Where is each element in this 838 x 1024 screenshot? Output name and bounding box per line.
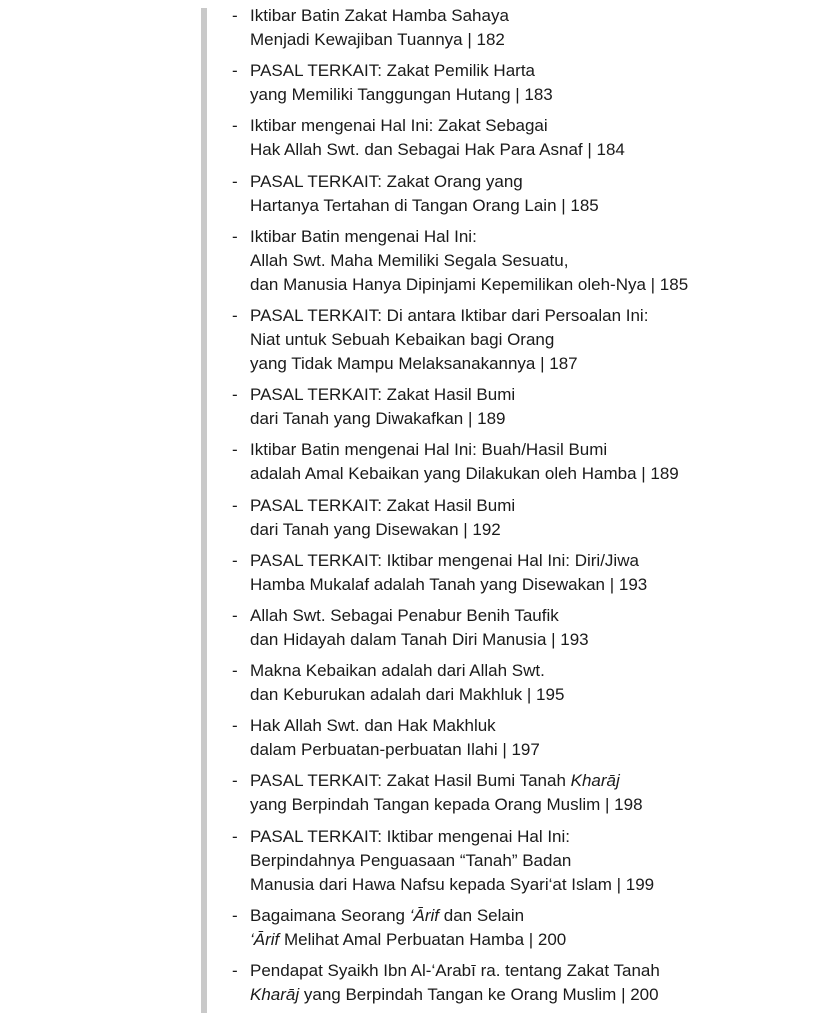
toc-entry-line	[250, 383, 822, 407]
entry-text: Hak Allah Swt. dan Hak Makhluk	[250, 716, 496, 736]
toc-entry-line	[250, 462, 822, 486]
toc-entry	[232, 4, 822, 52]
toc-entry-line	[250, 518, 822, 542]
bullet-dash: -	[232, 605, 238, 625]
bullet-dash: -	[232, 905, 238, 925]
toc-entry-line	[250, 904, 822, 928]
toc-entry	[232, 904, 822, 952]
entry-text: Iktibar Batin mengenai Hal Ini:	[250, 226, 477, 246]
bullet-dash: -	[232, 171, 238, 191]
entry-text: Makna Kebaikan adalah dari Allah Swt.	[250, 661, 545, 681]
toc-entry-line	[250, 873, 822, 897]
toc-entry-line	[250, 194, 822, 218]
table-of-contents	[232, 4, 822, 1014]
toc-entry-line	[250, 714, 822, 738]
entry-text: Manusia dari Hawa Nafsu kepada Syari‘at Islam | 199	[250, 874, 655, 894]
entry-text: dan Manusia Hanya Dipinjami Kepemilikan oleh-Nya | 185	[250, 274, 689, 294]
bullet-dash: -	[232, 61, 238, 81]
entry-text: Iktibar Batin Zakat Hamba Sahaya	[250, 6, 509, 25]
entry-italic-term: ‘Ārif	[409, 905, 440, 925]
toc-entry-line	[250, 494, 822, 518]
toc-entry-line	[250, 328, 822, 352]
toc-entry-line	[250, 683, 822, 707]
bullet-dash: -	[232, 771, 238, 791]
toc-entry-line	[250, 59, 822, 83]
entry-text: yang Tidak Mampu Melaksanakannya | 187	[250, 353, 578, 373]
entry-italic-term: Kharāj	[250, 985, 300, 1004]
toc-entry	[232, 225, 822, 297]
entry-text: Iktibar mengenai Hal Ini: Zakat Sebagai	[250, 116, 548, 136]
toc-entry-line	[250, 4, 822, 28]
bullet-dash: -	[232, 305, 238, 325]
bullet-dash: -	[232, 661, 238, 681]
entry-text: yang Memiliki Tanggungan Hutang | 183	[250, 85, 553, 105]
entry-text: Hamba Mukalaf adalah Tanah yang Disewakan | 193	[250, 574, 648, 594]
entry-text: Iktibar Batin mengenai Hal Ini: Buah/Hasil Bumi	[250, 440, 608, 460]
entry-text: dari Tanah yang Disewakan | 192	[250, 519, 501, 539]
toc-entry-line	[250, 407, 822, 431]
entry-text: PASAL TERKAIT: Zakat Hasil Bumi Tanah	[250, 771, 571, 791]
entry-text: PASAL TERKAIT: Zakat Orang yang	[250, 171, 523, 191]
toc-entry	[232, 825, 822, 897]
entry-text: dan Hidayah dalam Tanah Diri Manusia | 193	[250, 629, 589, 649]
toc-entry	[232, 170, 822, 218]
toc-entry-line	[250, 352, 822, 376]
entry-text: Berpindahnya Penguasaan “Tanah” Badan	[250, 850, 572, 870]
toc-entry-line	[250, 438, 822, 462]
bullet-dash: -	[232, 385, 238, 405]
toc-entry-line	[250, 138, 822, 162]
toc-entry-line	[250, 628, 822, 652]
toc-entry-line	[250, 114, 822, 138]
entry-text: Hak Allah Swt. dan Sebagai Hak Para Asnaf | 184	[250, 140, 625, 160]
entry-text: Pendapat Syaikh Ibn Al-‘Arabī ra. tentang Zakat Tanah	[250, 961, 660, 980]
entry-text: PASAL TERKAIT: Iktibar mengenai Hal Ini:	[250, 826, 570, 846]
entry-text: yang Berpindah Tangan kepada Orang Muslim | 198	[250, 795, 643, 815]
margin-rule	[201, 8, 207, 1013]
toc-entry-line	[250, 849, 822, 873]
toc-entry-line	[250, 769, 822, 793]
toc-entry	[232, 959, 822, 1007]
toc-entry-line	[250, 225, 822, 249]
entry-text: adalah Amal Kebaikan yang Dilakukan oleh Hamba | 189	[250, 464, 679, 484]
toc-entry	[232, 769, 822, 817]
toc-entry-line	[250, 573, 822, 597]
entry-text: Menjadi Kewajiban Tuannya | 182	[250, 30, 505, 49]
bullet-dash: -	[232, 495, 238, 515]
toc-entry-line	[250, 983, 822, 1007]
toc-entry	[232, 383, 822, 431]
toc-entry-line	[250, 249, 822, 273]
toc-entry-line	[250, 738, 822, 762]
entry-text: Hartanya Tertahan di Tangan Orang Lain | 185	[250, 195, 599, 215]
bullet-dash: -	[232, 716, 238, 736]
entry-text: Allah Swt. Maha Memiliki Segala Sesuatu,	[250, 250, 569, 270]
bullet-dash: -	[232, 116, 238, 136]
toc-entry-line	[250, 83, 822, 107]
toc-entry	[232, 714, 822, 762]
entry-text: dari Tanah yang Diwakafkan | 189	[250, 409, 506, 429]
toc-entry	[232, 549, 822, 597]
entry-text: PASAL TERKAIT: Zakat Hasil Bumi	[250, 385, 516, 405]
entry-text: PASAL TERKAIT: Di antara Iktibar dari Persoalan Ini:	[250, 305, 649, 325]
entry-text: PASAL TERKAIT: Iktibar mengenai Hal Ini: Diri/Jiwa	[250, 550, 639, 570]
toc-entry	[232, 604, 822, 652]
toc-entry	[232, 494, 822, 542]
toc-entry	[232, 59, 822, 107]
entry-text: dan Keburukan adalah dari Makhluk | 195	[250, 685, 565, 705]
bullet-dash: -	[232, 226, 238, 246]
toc-entry	[232, 438, 822, 486]
toc-entry-line	[250, 549, 822, 573]
bullet-dash: -	[232, 6, 238, 25]
toc-entry-line	[250, 928, 822, 952]
entry-italic-term: Kharāj	[570, 771, 620, 791]
bullet-dash: -	[232, 550, 238, 570]
entry-text: Allah Swt. Sebagai Penabur Benih Taufik	[250, 605, 559, 625]
entry-text: Melihat Amal Perbuatan Hamba | 200	[279, 929, 567, 949]
toc-entry-line	[250, 304, 822, 328]
entry-text: dalam Perbuatan-perbuatan Ilahi | 197	[250, 740, 540, 760]
entry-text: yang Berpindah Tangan ke Orang Muslim | 200	[299, 985, 659, 1004]
bullet-dash: -	[232, 826, 238, 846]
entry-text: dan Selain	[439, 905, 525, 925]
toc-entry-line	[250, 659, 822, 683]
toc-entry-line	[250, 825, 822, 849]
toc-entry-line	[250, 28, 822, 52]
toc-entry-line	[250, 604, 822, 628]
entry-text: Niat untuk Sebuah Kebaikan bagi Orang	[250, 329, 555, 349]
toc-entry	[232, 304, 822, 376]
entry-text: Bagaimana Seorang	[250, 905, 410, 925]
entry-text: PASAL TERKAIT: Zakat Pemilik Harta	[250, 61, 535, 81]
bullet-dash: -	[232, 961, 238, 980]
toc-entry-line	[250, 959, 822, 983]
toc-entry-line	[250, 273, 822, 297]
bullet-dash: -	[232, 440, 238, 460]
entry-text: PASAL TERKAIT: Zakat Hasil Bumi	[250, 495, 516, 515]
toc-entry-line	[250, 793, 822, 817]
toc-entry-line	[250, 170, 822, 194]
entry-italic-term: ‘Ārif	[250, 929, 280, 949]
toc-entry	[232, 659, 822, 707]
toc-entry	[232, 114, 822, 162]
